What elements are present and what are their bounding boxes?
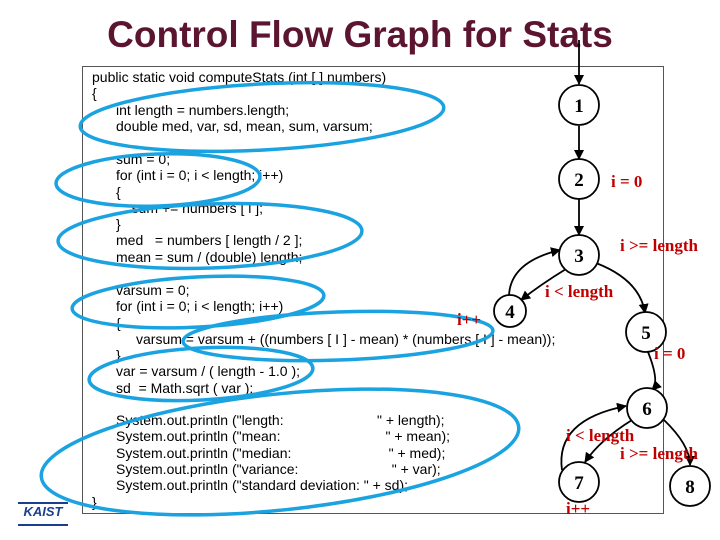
- highlight-ellipse-4: [71, 270, 325, 333]
- node-6-label: 6: [642, 399, 652, 420]
- kaist-logo: [14, 500, 72, 528]
- node-2-label: 2: [574, 170, 584, 191]
- node-2: [559, 159, 599, 199]
- method-signature: public static void computeStats (int [ ] numbers): [92, 69, 387, 85]
- node-6: [627, 388, 667, 428]
- node-4-label: 4: [505, 302, 515, 323]
- kaist-logo-text: KAIST: [23, 504, 63, 519]
- node-3: [559, 235, 599, 275]
- edge-label-i-eq-0-second: i = 0: [654, 344, 686, 363]
- highlight-ellipse-2: [55, 150, 261, 209]
- edge-label-i-ge-length: i >= length: [620, 236, 698, 255]
- code-block-2: sum = 0; for (int i = 0; i < length; i++) { sum += numbers [ i ]; } med = numbers [ length / 2 ]; mean = sum / (double) length;: [116, 151, 303, 265]
- code-block-1: int length = numbers.length; double med, var, sd, mean, sum, varsum;: [116, 102, 373, 135]
- node-1: [559, 85, 599, 125]
- node-4: [494, 295, 526, 327]
- node-7: [559, 462, 599, 502]
- edge-label-i-eq-0: i = 0: [611, 172, 643, 191]
- node-5-label: 5: [641, 323, 651, 344]
- highlight-ellipse-3: [57, 199, 363, 274]
- node-7-label: 7: [574, 473, 584, 494]
- node-1-label: 1: [574, 96, 584, 117]
- close-brace: }: [92, 494, 97, 510]
- edge-label-i-inc-second: i++: [566, 499, 591, 518]
- edge-label-i-inc: i++: [457, 310, 482, 329]
- edge-label-i-lt-length-second: i < length: [566, 426, 635, 445]
- code-block-3: varsum = 0; for (int i = 0; i < length; i++) {: [116, 282, 284, 331]
- slide-title: Control Flow Graph for Stats: [107, 14, 613, 55]
- node-8-label: 8: [685, 477, 695, 498]
- code-block-3-body: varsum = varsum + ((numbers [ I ] - mean) * (numbers [ I ] - mean));: [136, 331, 556, 347]
- code-block-4: } var = varsum / ( length - 1.0 ); sd = Math.sqrt ( var );: [116, 347, 301, 396]
- code-block-5: System.out.println ("length: " + length); System.out.println ("mean: " + mean); System.out.println ("median: " + med); System.out.println ("variance: " + var); System.out.println ("standard deviation: " + sd);: [116, 412, 450, 494]
- edge-label-i-ge-length-second: i >= length: [620, 444, 698, 463]
- node-8: [670, 466, 710, 506]
- edge-label-i-lt-length: i < length: [545, 282, 614, 301]
- node-3-label: 3: [574, 246, 584, 267]
- highlight-ellipse-1: [79, 75, 446, 160]
- highlight-ellipse-5: [182, 307, 493, 366]
- open-brace: {: [92, 85, 97, 101]
